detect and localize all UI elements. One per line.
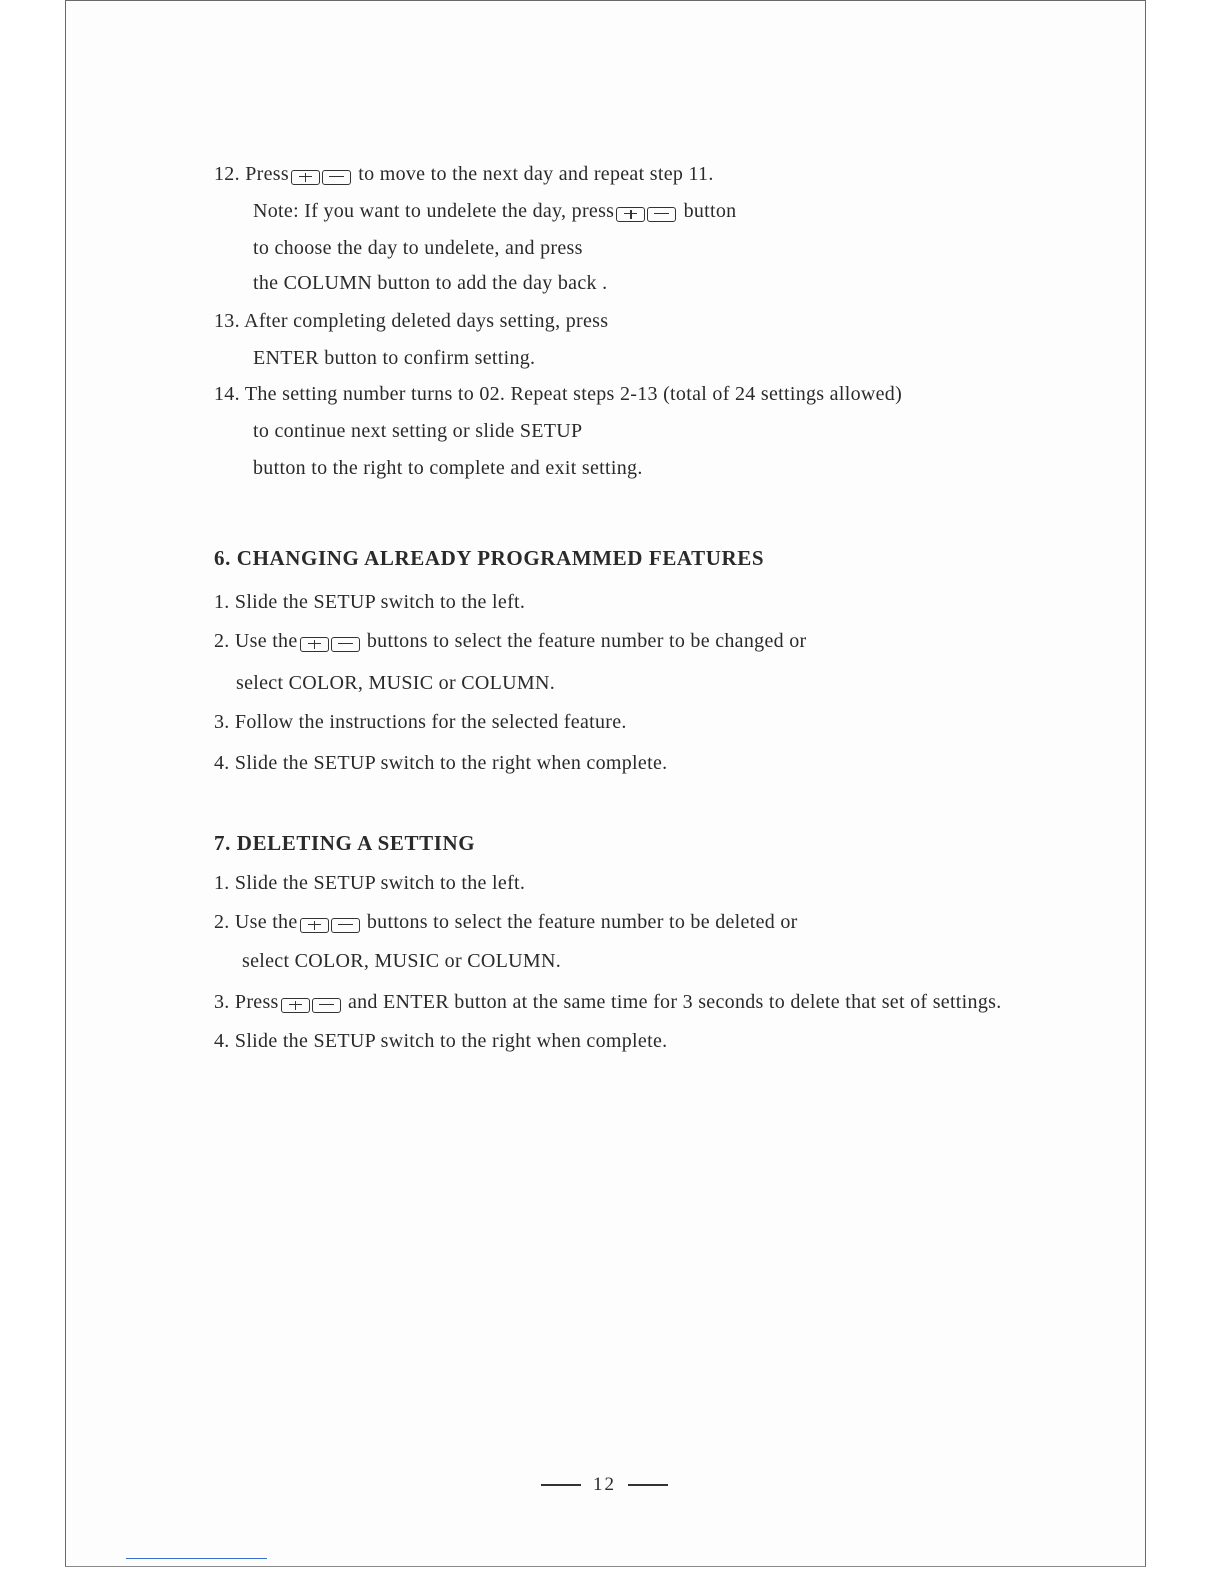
minus-button-icon	[647, 207, 676, 222]
section-7-item-2-cont: select COLOR, MUSIC or COLUMN.	[242, 950, 561, 972]
page-number: 12	[593, 1474, 616, 1495]
section-7-item-3	[214, 990, 1002, 1016]
link-underline	[126, 1558, 267, 1559]
section-7-item-3-text-cont: and ENTER button at the same time for 3 seconds to delete that set of settings.	[347, 991, 1002, 1013]
section-6-item-2-cont: select COLOR, MUSIC or COLUMN.	[236, 672, 555, 694]
step-14: 14. The setting number turns to 02. Repeat steps 2-13 (total of 24 settings allowed)	[214, 383, 903, 405]
section-7-heading: 7. DELETING A SETTING	[214, 831, 476, 855]
step-12-text-cont: to move to the next day and repeat step 11.	[358, 163, 714, 185]
section-6-heading: 6. CHANGING ALREADY PROGRAMMED FEATURES	[214, 546, 765, 570]
section-6-item-3: 3. Follow the instructions for the selected feature.	[214, 711, 627, 733]
plus-minus-buttons-icon	[281, 992, 341, 1016]
note-line-2: to choose the day to undelete, and press	[253, 237, 583, 259]
section-6-item-4: 4. Slide the SETUP switch to the right when complete.	[214, 752, 668, 774]
plus-minus-buttons-icon	[300, 631, 360, 655]
section-7-item-2-text: 2. Use the	[214, 911, 298, 933]
plus-minus-buttons-icon	[300, 912, 360, 936]
page-footer	[541, 1474, 668, 1496]
plus-minus-buttons-icon	[291, 164, 351, 188]
step-13-cont: ENTER button to confirm setting.	[253, 347, 536, 369]
section-6-item-2-text: 2. Use the	[214, 630, 298, 652]
minus-button-icon	[322, 170, 351, 185]
plus-button-icon	[616, 207, 645, 222]
step-14-cont-2: button to the right to complete and exit setting.	[253, 457, 643, 479]
step-12-note	[253, 199, 736, 225]
minus-button-icon	[312, 998, 341, 1013]
plus-button-icon	[300, 918, 329, 933]
section-7-item-3-text: 3. Press	[214, 991, 279, 1013]
step-13: 13. After completing deleted days setting, press	[214, 310, 609, 332]
section-7-item-1: 1. Slide the SETUP switch to the left.	[214, 872, 526, 894]
section-6-item-1: 1. Slide the SETUP switch to the left.	[214, 591, 526, 613]
note-text: Note: If you want to undelete the day, press	[253, 200, 615, 222]
step-12-text: 12. Press	[214, 163, 289, 185]
step-14-cont: to continue next setting or slide SETUP	[253, 420, 583, 442]
minus-button-icon	[331, 637, 360, 652]
section-7-item-2	[214, 910, 798, 936]
manual-page	[65, 0, 1146, 1567]
footer-dash-right	[628, 1484, 668, 1486]
section-7-item-2-text-cont: buttons to select the feature number to be deleted or	[366, 911, 798, 933]
section-6-item-2	[214, 629, 807, 655]
note-text-cont: button	[683, 200, 737, 222]
step-12	[214, 162, 714, 188]
minus-button-icon	[331, 918, 360, 933]
section-6-item-2-text-cont: buttons to select the feature number to be changed or	[366, 630, 807, 652]
plus-button-icon	[281, 998, 310, 1013]
plus-minus-buttons-icon	[616, 201, 676, 225]
plus-button-icon	[291, 170, 320, 185]
plus-button-icon	[300, 637, 329, 652]
note-line-3: the COLUMN button to add the day back .	[253, 272, 608, 294]
section-7-item-4: 4. Slide the SETUP switch to the right when complete.	[214, 1030, 668, 1052]
footer-dash-left	[541, 1484, 581, 1486]
